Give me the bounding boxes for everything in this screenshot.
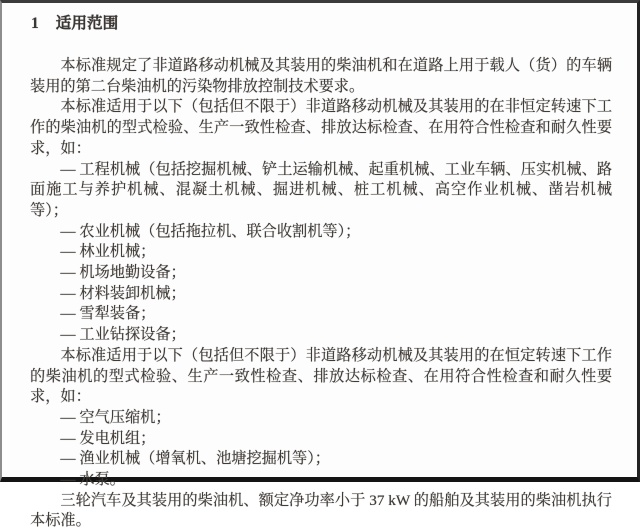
- document-content: [30, 13, 612, 532]
- list-item: — 工业钻探设备；: [60, 326, 186, 344]
- paragraph: 本标准适用于以下（包括但不限于）非道路移动机械及其装用的在非恒定转速下工作的柴油机的型式检验、生产一致性检查、排放达标检查、在用符合性检查和耐久性要求，如：: [30, 98, 612, 157]
- list-item: — 发电机组；: [60, 429, 156, 447]
- list-item: — 水泵。: [60, 471, 125, 489]
- paragraph: 本标准适用于以下（包括但不限于）非道路移动机械及其装用的在恒定转速下工作的柴油机的型式检验、生产一致性检查、排放达标检查、在用符合性检查和耐久性要求，如：: [30, 346, 612, 406]
- list-item: — 雪犁装备；: [60, 305, 156, 323]
- section-title: 适用范围: [55, 15, 119, 32]
- list-item: — 机场地勤设备；: [60, 264, 186, 282]
- section-number: 1: [31, 15, 39, 32]
- paragraph: 本标准规定了非道路移动机械及其装用的柴油机和在道路上用于载人（货）的车辆装用的第二台柴油机的污染物排放控制技术要求。: [30, 57, 612, 95]
- list-item: — 林业机械；: [60, 243, 156, 261]
- list-item: — 空气压缩机；: [60, 408, 171, 426]
- list-item: — 渔业机械（增氧机、池塘挖掘机等）；: [60, 450, 330, 468]
- list-item: — 材料装卸机械；: [60, 284, 186, 302]
- list-item: — 农业机械（包括拖拉机、联合收割机等）；: [60, 222, 361, 240]
- paragraph: 三轮汽车及其装用的柴油机、额定净功率小于 37 kW 的船舶及其装用的柴油机执行本标准。: [30, 491, 612, 530]
- list-item: — 工程机械（包括挖掘机械、铲土运输机械、起重机械、工业车辆、压实机械、路面施工与养护机械、混凝土机械、掘进机械、桩工机械、高空作业机械、凿岩机械等）；: [30, 160, 612, 219]
- section-heading: [31, 13, 612, 34]
